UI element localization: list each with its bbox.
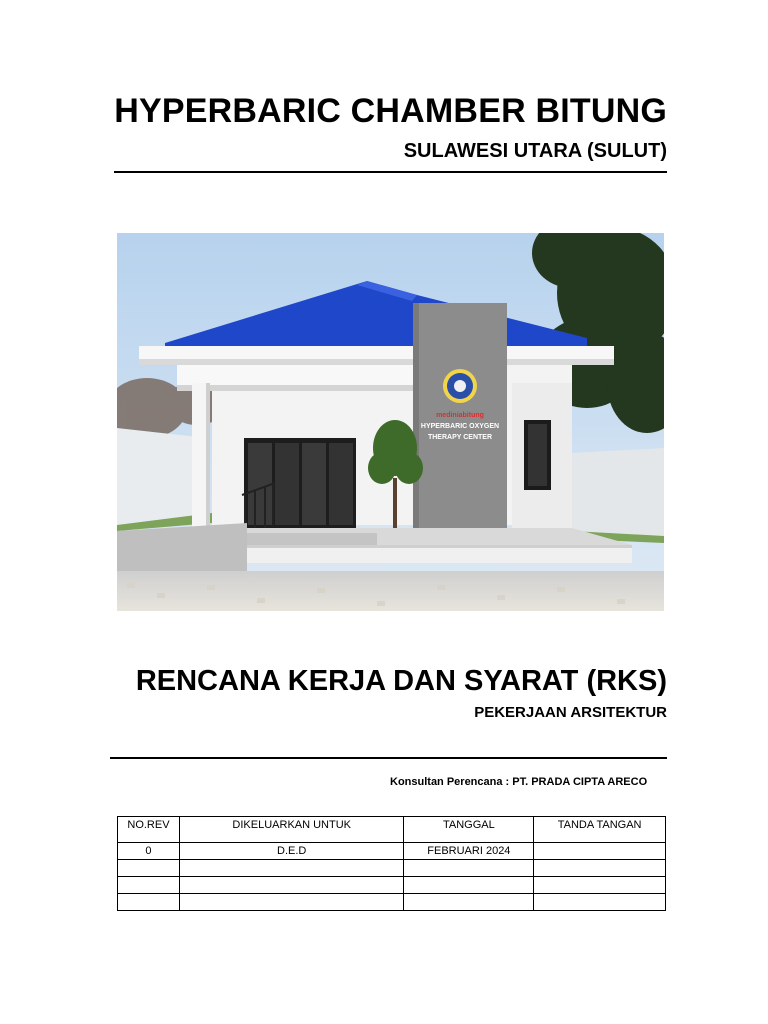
header-signature: TANDA TANGAN [534, 817, 666, 843]
sign-line-1: HYPERBARIC OXYGEN [420, 423, 500, 430]
cell-signature [534, 877, 666, 894]
sign-brand: mediniabitung [436, 412, 484, 419]
table-header-row [118, 817, 666, 843]
cell-no-rev [118, 860, 180, 877]
table-row [118, 894, 666, 911]
cell-date [404, 877, 534, 894]
consultant-label: Konsultan Perencana [390, 776, 503, 788]
table-row [118, 843, 666, 860]
document-subtitle: SULAWESI UTARA (SULUT) [403, 140, 667, 162]
cell-issued-for: D.E.D [179, 843, 404, 860]
cell-signature [534, 860, 666, 877]
cell-signature [534, 894, 666, 911]
document-subheading: PEKERJAAN ARSITEKTUR [474, 704, 667, 721]
cell-date: FEBRUARI 2024 [404, 843, 534, 860]
header-no-rev: NO.REV [118, 817, 180, 843]
cell-no-rev [118, 877, 180, 894]
cell-issued-for [179, 877, 404, 894]
cell-issued-for [179, 894, 404, 911]
document-title: HYPERBARIC CHAMBER BITUNG [114, 92, 667, 130]
consultant-value: PT. PRADA CIPTA ARECO [512, 776, 648, 788]
revision-table [117, 816, 666, 911]
header-issued-for: DIKELUARKAN UNTUK [179, 817, 404, 843]
divider-top [114, 171, 667, 173]
cell-issued-for [179, 860, 404, 877]
cell-signature [534, 843, 666, 860]
sign-line-2: THERAPY CENTER [427, 434, 493, 441]
building-rendering [117, 233, 664, 611]
header-date: TANGGAL [404, 817, 534, 843]
consultant-separator: : [502, 776, 513, 788]
divider-bottom [110, 757, 667, 759]
cell-date [404, 860, 534, 877]
cell-no-rev [118, 894, 180, 911]
document-heading: RENCANA KERJA DAN SYARAT (RKS) [135, 665, 667, 697]
table-row [118, 877, 666, 894]
cell-no-rev: 0 [118, 843, 180, 860]
table-row [118, 860, 666, 877]
cell-date [404, 894, 534, 911]
consultant-line [390, 776, 647, 788]
